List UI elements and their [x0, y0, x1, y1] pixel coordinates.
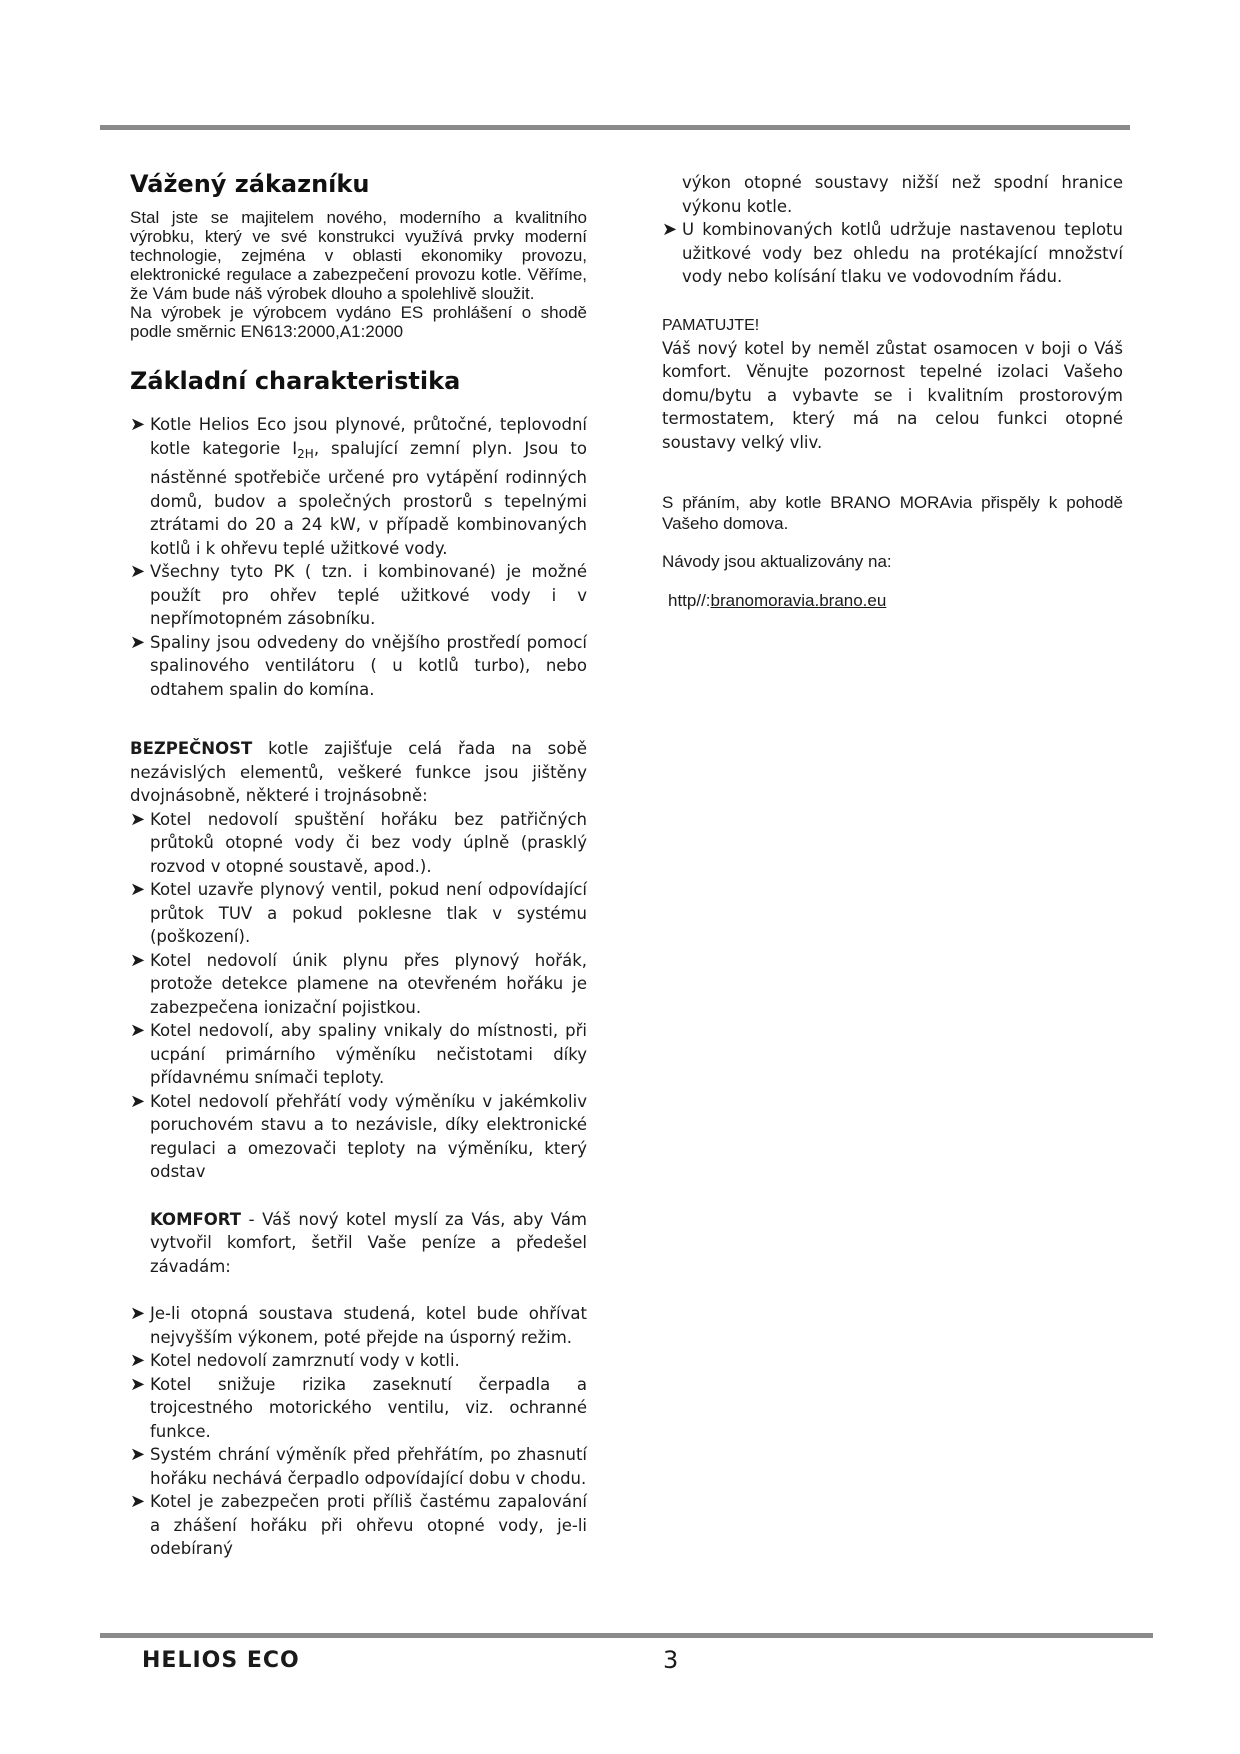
- remember-heading: PAMATUJTE!: [662, 316, 760, 334]
- url-line: [662, 591, 1123, 610]
- declaration-paragraph: Na výrobek je výrobcem vydáno ES prohlášení o shodě podle směrnic EN613:2000,A1:2000: [130, 303, 587, 341]
- remember-paragraph: Váš nový kotel by neměl zůstat osamocen v boji o Váš komfort. Věnujte pozornost tepelné izolaci Vašeho domu/bytu a vybavte se i kvalitním prostorovým termostatem, který má na celou funkci otopné soustavy velký vliv.: [662, 338, 1123, 452]
- list-item: ➤ U kombinovaných kotlů udržuje nastavenou teplotu užitkové vody bez ohledu na protékající množství vody nebo kolísání tlaku ve vodovodním řádu.: [662, 219, 1123, 286]
- list-item: ➤ Kotel nedovolí, aby spaliny vnikaly do místnosti, při ucpání primárního výměníku nečistotami díky přídavnému snímači teploty.: [130, 1020, 587, 1087]
- website-link[interactable]: branomoravia.brano.eu: [710, 591, 887, 610]
- list-item: ➤ Spaliny jsou odvedeny do vnějšího prostředí pomocí spalinového ventilátoru ( u kotlů turbo), nebo odtahem spalin do komína.: [130, 631, 587, 699]
- safety-paragraph: BEZPEČNOST kotle zajišťuje celá řada na sobě nezávislých elementů, veškeré funkce jsou jištěny dvojnásobně, některé i trojnásobně:: [130, 739, 587, 805]
- arrow-right-icon: ➤: [130, 414, 146, 435]
- list-item: ➤ Systém chrání výměník před přehřátím, po zhasnutí hořáku nechává čerpadlo odpovídající dobu v chodu.: [130, 1444, 587, 1488]
- list-item: ➤ Všechny tyto PK ( tzn. i kombinované) je možné použít pro ohřev teplé užitkové vody i v nepřímotopném zásobníku.: [130, 561, 587, 628]
- safety-heading: BEZPEČNOST: [130, 739, 253, 758]
- arrow-right-icon: ➤: [662, 219, 678, 240]
- intro-paragraph: Stal jste se majitelem nového, moderního a kvalitního výrobku, který ve své konstrukci využívá prvky moderní technologie, zejména v oblasti ekonomiky provozu, elektronické regulace a zabezpečení provozu kotle. Věříme, že Vám bude náš výrobek dlouho a spolehlivě sloužit.: [130, 208, 587, 303]
- updates-text: Návody jsou aktualizovány na:: [662, 552, 892, 571]
- arrow-right-icon: ➤: [130, 1303, 146, 1324]
- komfort-list: [130, 1302, 587, 1561]
- arrow-right-icon: ➤: [130, 631, 146, 653]
- list-item: ➤ Kotle Helios Eco jsou plynové, průtočné, teplovodní kotle kategorie $I_{2H}$, spalující zemní plyn. Jsou to nástěnné spotřebiče určené pro vytápění rodinných domů, budov a společných prostorů s tepelnými ztrátami do 20 a 24 kW, v případě kombinovaných kotlů i k ohřevu teplé užitkové vody.: [130, 414, 587, 558]
- list-item: ➤ Je-li otopná soustava studená, kotel bude ohřívat nejvyšším výkonem, poté přejde na úsporný režim.: [130, 1303, 587, 1347]
- list-item: ➤ Kotel nedovolí spuštění hořáku bez patřičných průtoků otopné vody či bez vody úplně (prasklý rozvod v otopné soustavě, apod.).: [130, 808, 587, 876]
- wish-paragraph: S přáním, aby kotle BRANO MORAvia přispěly k pohodě Vašeho domova.: [662, 493, 1123, 533]
- arrow-right-icon: ➤: [130, 879, 146, 900]
- left-column: [130, 170, 587, 1561]
- top-rule: [100, 125, 1130, 130]
- safety-list: [130, 808, 587, 1184]
- list-item: ➤ Kotel nedovolí zamrznutí vody v kotli.: [130, 1350, 460, 1371]
- list-item: ➤ Kotel je zabezpečen proti příliš častému zapalování a zhášení hořáku při ohřevu otopné vody, je-li odebíraný: [130, 1491, 587, 1558]
- list-item: ➤ Kotel nedovolí přehřátí vody výměníku v jakémkoliv poruchovém stavu a to nezávisle, díky elektronické regulaci a omezovači teploty na výměníku, který odstav: [130, 1090, 587, 1181]
- list-item: ➤ Kotel nedovolí únik plynu přes plynový hořák, protože detekce plamene na otevřeném hořáku je zabezpečena ionizační pojistkou.: [130, 949, 587, 1017]
- continued-text: výkon otopné soustavy nižší než spodní hranice výkonu kotle.: [682, 173, 1123, 216]
- footer-brand: HELIOS ECO: [142, 1648, 300, 1673]
- arrow-right-icon: ➤: [130, 1491, 146, 1512]
- arrow-right-icon: ➤: [130, 1444, 146, 1465]
- arrow-right-icon: ➤: [130, 1350, 146, 1371]
- komfort-paragraph: KOMFORT - Váš nový kotel myslí za Vás, aby Vám vytvořil komfort, šetřil Vaše peníze a předešel závadám:: [150, 1209, 587, 1276]
- arrow-right-icon: ➤: [130, 808, 146, 830]
- arrow-right-icon: ➤: [130, 1090, 146, 1112]
- komfort-heading: KOMFORT: [150, 1209, 242, 1229]
- characteristics-title: Základní charakteristika: [130, 367, 461, 395]
- greeting-title: Vážený zákazníku: [130, 170, 370, 198]
- arrow-right-icon: ➤: [130, 1373, 146, 1395]
- list-item: ➤ Kotel uzavře plynový ventil, pokud není odpovídající průtok TUV a pokud poklesne tlak v systému (poškození).: [130, 879, 587, 946]
- bottom-rule: [100, 1633, 1153, 1638]
- right-column: [662, 171, 1123, 610]
- list-item: ➤ Kotel snižuje rizika zaseknutí čerpadla a trojcestného motorického ventilu, viz. ochranné funkce.: [130, 1373, 587, 1441]
- page-number: 3: [663, 1646, 679, 1674]
- arrow-right-icon: ➤: [130, 949, 146, 971]
- characteristics-list: [130, 413, 587, 701]
- arrow-right-icon: ➤: [130, 561, 146, 582]
- right-list: [662, 218, 1123, 289]
- url-prefix: http//:: [668, 591, 711, 610]
- arrow-right-icon: ➤: [130, 1020, 146, 1041]
